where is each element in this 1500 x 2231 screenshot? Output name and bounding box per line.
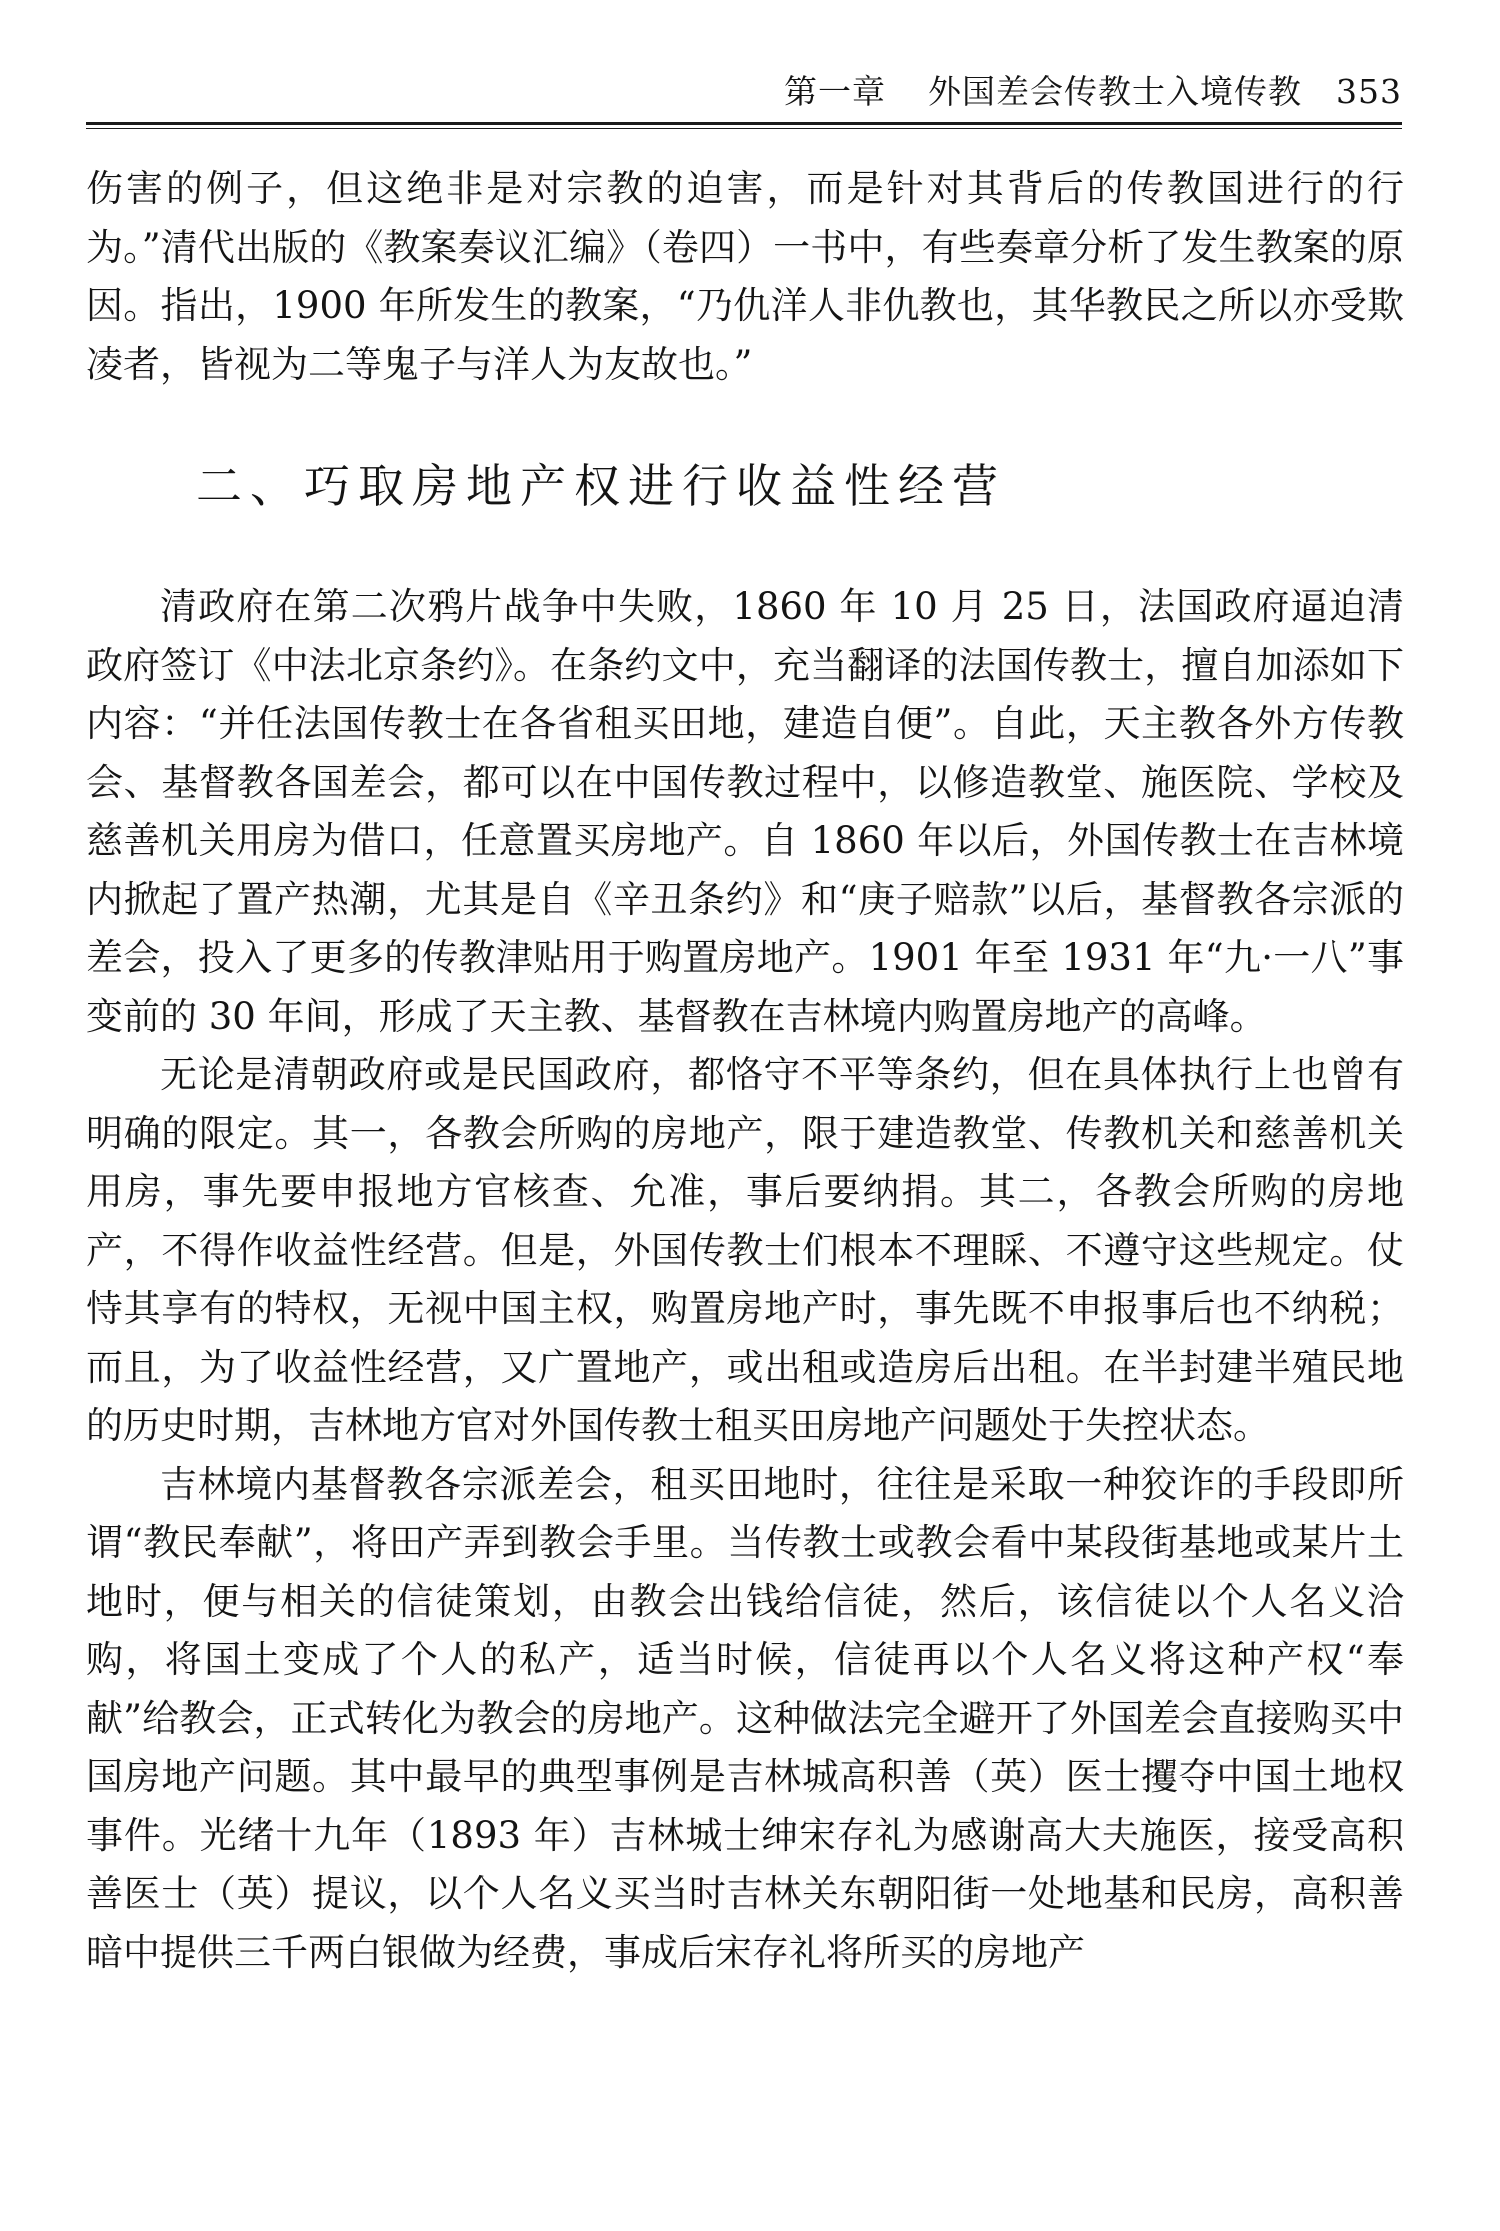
header-rule-thin [86, 128, 1402, 129]
chapter-title: 外国差会传教士入境传教 [928, 72, 1302, 111]
paragraph-continued: 伤害的例子，但这绝非是对宗教的迫害，而是针对其背后的传教国进行的行为。”清代出版的《教案奏议汇编》（卷四）一书中，有些奏章分析了发生教案的原因。指出，1900 年所发生的教案，“乃仇洋人非仇教也，其华教民之所以亦受欺凌者，皆视为二等鬼子与洋人为友故也。” [86, 167, 1404, 386]
running-header [86, 70, 1402, 130]
page-number: 353 [1336, 72, 1402, 111]
header-text [784, 70, 1402, 114]
body-text [86, 160, 1404, 1982]
paragraph: 清政府在第二次鸦片战争中失败，1860 年 10 月 25 日，法国政府逼迫清政府签订《中法北京条约》。在条约文中，充当翻译的法国传教士，擅自加添如下内容：“并任法国传教士在各省租买田地，建造自便”。自此，天主教各外方传教会、基督教各国差会，都可以在中国传教过程中，以修造教堂、施医院、学校及慈善机关用房为借口，任意置买房地产。自 1860 年以后，外国传教士在吉林境内掀起了置产热潮，尤其是自《辛丑条约》和“庚子赔款”以后，基督教各宗派的差会，投入了更多的传教津贴用于购置房地产。1901 年至 1931 年“九·一八”事变前的 30 年间，形成了天主教、基督教在吉林境内购置房地产的高峰。 [86, 585, 1404, 1038]
paragraph: 无论是清朝政府或是民国政府，都恪守不平等条约，但在具体执行上也曾有明确的限定。其一，各教会所购的房地产，限于建造教堂、传教机关和慈善机关用房，事先要申报地方官核查、允准，事后要纳捐。其二，各教会所购的房地产，不得作收益性经营。但是，外国传教士们根本不理睬、不遵守这些规定。仗恃其享有的特权，无视中国主权，购置房地产时，事先既不申报事后也不纳税；而且，为了收益性经营，又广置地产，或出租或造房后出租。在半封建半殖民地的历史时期，吉林地方官对外国传教士租买田房地产问题处于失控状态。 [86, 1053, 1404, 1447]
chapter-label: 第一章 [784, 72, 886, 111]
spacer [86, 394, 1404, 456]
paragraph: 吉林境内基督教各宗派差会，租买田地时，往往是采取一种狡诈的手段即所谓“教民奉献”，将田产弄到教会手里。当传教士或教会看中某段街基地或某片土地时，便与相关的信徒策划，由教会出钱给信徒，然后，该信徒以个人名义洽购，将国土变成了个人的私产，适当时候，信徒再以个人名义将这种产权“奉献”给教会，正式转化为教会的房地产。这种做法完全避开了外国差会直接购买中国房地产问题。其中最早的典型事例是吉林城高积善（英）医士攫夺中国土地权事件。光绪十九年（1893 年）吉林城士绅宋存礼为感谢高大夫施医，接受高积善医士（英）提议，以个人名义买当时吉林关东朝阳街一处地基和民房，高积善暗中提供三千两白银做为经费，事成后宋存礼将所买的房地产 [86, 1462, 1404, 1974]
header-rule-thick [86, 122, 1402, 125]
spacer [86, 516, 1404, 578]
section-heading: 二、巧取房地产权进行收益性经营 [196, 459, 1006, 513]
